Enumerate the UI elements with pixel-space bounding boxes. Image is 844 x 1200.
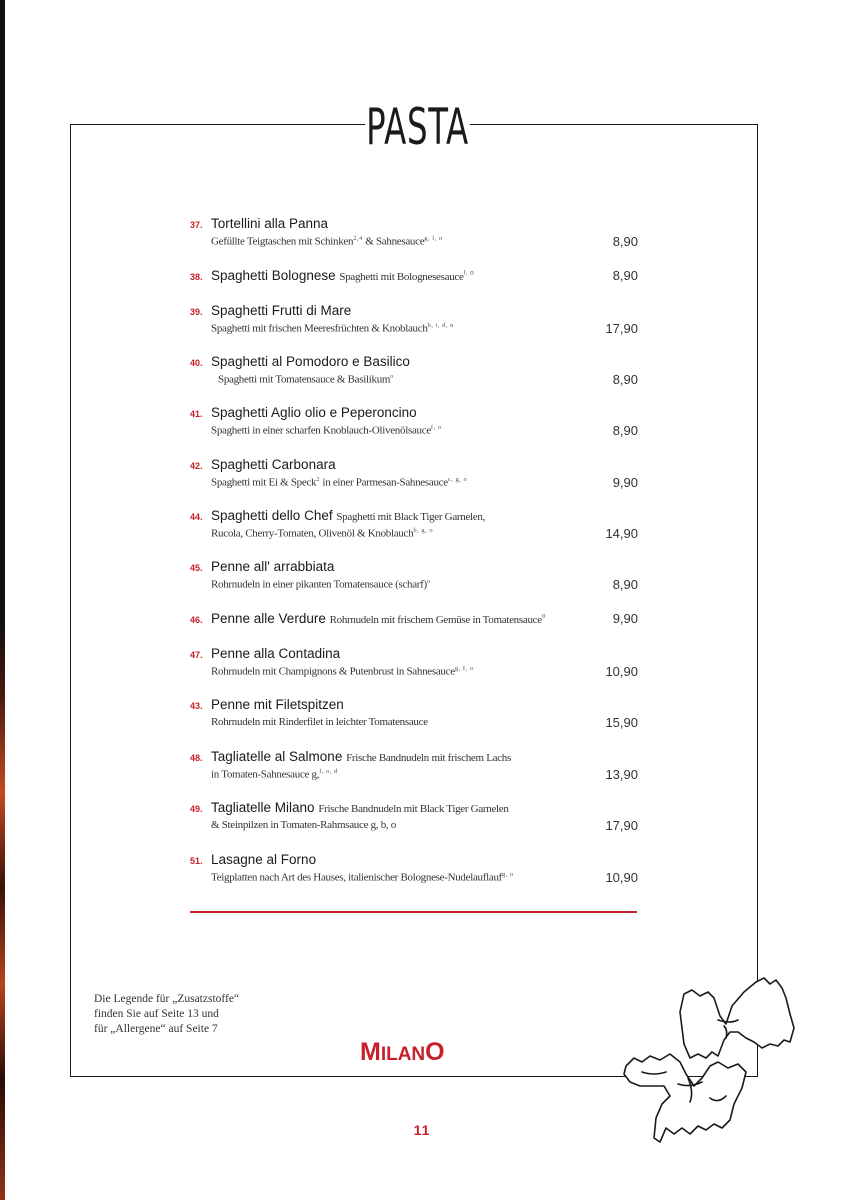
item-name: Penne all' arrabbiata [211, 559, 335, 574]
item-name: Penne alle Verdure Rohrnudeln mit frischem Gemüse in Tomatensauce$^o$ [211, 611, 546, 626]
item-name: Lasagne al Forno [211, 852, 317, 867]
item-number: 44. [190, 512, 203, 522]
allergen-codes: c, g, o [447, 476, 468, 483]
item-number: 47. [190, 650, 203, 660]
legend-note: Die Legende für „Zusatzstoffe“ finden Sie auf Seite 13 und für „Allergene“ auf Seite 7 [94, 993, 240, 1035]
item-number: 38. [190, 272, 203, 282]
item-price: 10,90 [605, 870, 638, 885]
item-price: 8,90 [612, 372, 638, 387]
allergen-codes: o [541, 612, 546, 620]
allergen-codes: b, g, o [413, 527, 434, 534]
item-number: 42. [190, 461, 203, 471]
item-description: Rucola, Cherry-Tomaten, Olivenöl & Knoblauch$^{b, g, o}$ [211, 527, 434, 540]
item-price: 8,90 [612, 268, 638, 283]
allergen-codes: f, o [430, 424, 442, 431]
allergen-codes: o [390, 373, 394, 380]
item-description: Rohrnudeln mit Champignons & Putenbrust in Sahnesauce$^{g, f, o}$ [211, 665, 474, 678]
item-number: 40. [190, 358, 203, 368]
item-number: 41. [190, 409, 203, 419]
allergen-codes: l, o [463, 269, 475, 277]
item-description: Gefüllte Teigtaschen mit Schinken$^{2,4}$ & Sahnesauce$^{g, l, o}$ [211, 235, 443, 248]
item-price: 10,90 [605, 664, 638, 679]
item-name: Tagliatelle Milano Frische Bandnudeln mit Black Tiger Garnelen [211, 800, 509, 815]
item-name: Spaghetti Carbonara [211, 457, 336, 472]
item-name: Spaghetti al Pomodoro e Basilico [211, 354, 410, 369]
item-name: Spaghetti Aglio olio e Peperoncino [211, 405, 417, 420]
milano-logo: MILANO [360, 1038, 445, 1066]
item-description: Spaghetti in einer scharfen Knoblauch-Olivenölsauce$^{f, o}$ [211, 424, 442, 437]
allergen-codes: g, l, o [424, 235, 443, 242]
item-description: Spaghetti mit Tomatensauce & Basilikum$^o$ [218, 373, 394, 386]
page-number: 11 [413, 1122, 431, 1138]
item-number: 49. [190, 804, 203, 814]
item-price: 14,90 [605, 526, 638, 541]
farfalle-pasta-icon [614, 968, 804, 1148]
item-number: 43. [190, 701, 203, 711]
item-price: 17,90 [605, 321, 638, 336]
allergen-codes: g, f, o [454, 665, 474, 672]
item-name: Tortellini alla Panna [211, 216, 329, 231]
item-number: 37. [190, 220, 203, 230]
additive-marker: 2 [316, 476, 320, 483]
item-name: Spaghetti dello Chef Spaghetti mit Black Tiger Garnelen, [211, 508, 486, 523]
item-number: 51. [190, 856, 203, 866]
allergen-codes: g, o [502, 871, 514, 878]
allergen-codes: o [426, 578, 431, 585]
divider-line [190, 911, 637, 913]
item-description: in Tomaten-Sahnesauce g,$^{f, o, d}$ [211, 768, 338, 781]
item-name: Penne alla Contadina [211, 646, 341, 661]
item-number: 45. [190, 563, 203, 573]
left-edge-photo-strip [0, 0, 5, 1200]
item-name: Tagliatelle al Salmone Frische Bandnudeln mit frischem Lachs [211, 749, 511, 764]
item-number: 46. [190, 615, 203, 625]
additive-marker: 2,4 [353, 235, 363, 242]
page-title: PASTA [365, 92, 469, 162]
item-number: 39. [190, 307, 203, 317]
allergen-codes: b, i, d, n [427, 322, 454, 329]
item-description: Rohrnudeln in einer pikanten Tomatensauce (scharf)$^o$ [211, 578, 431, 591]
item-description: Spaghetti mit Ei & Speck$^2$ in einer Parmesan-Sahnesauce$^{c, g, o}$ [211, 476, 468, 489]
item-description: Rohrnudeln mit Rinderfilet in leichter Tomatensauce [211, 716, 428, 728]
item-price: 13,90 [605, 767, 638, 782]
item-price: 8,90 [612, 234, 638, 249]
item-name: Penne mit Filetspitzen [211, 697, 344, 712]
item-description: Teigplatten nach Art des Hauses, italienischer Bolognese-Nudelauflauf$^{g, o}$ [211, 871, 514, 884]
item-description: & Steinpilzen in Tomaten-Rahmsauce g, b, o [211, 819, 396, 831]
item-price: 8,90 [612, 577, 638, 592]
allergen-codes: f, o, d [319, 768, 338, 775]
item-name: Spaghetti Frutti di Mare [211, 303, 352, 318]
item-price: 17,90 [605, 818, 638, 833]
menu-frame [70, 124, 758, 1077]
item-price: 8,90 [612, 423, 638, 438]
item-price: 9,90 [612, 611, 638, 626]
item-description: Spaghetti mit frischen Meeresfrüchten & Knoblauch$^{b, i, d, n}$ [211, 322, 454, 335]
item-name: Spaghetti Bolognese Spaghetti mit Bolognesesauce$^{l, o}$ [211, 268, 475, 283]
item-price: 15,90 [605, 715, 638, 730]
item-price: 9,90 [612, 475, 638, 490]
item-number: 48. [190, 753, 203, 763]
